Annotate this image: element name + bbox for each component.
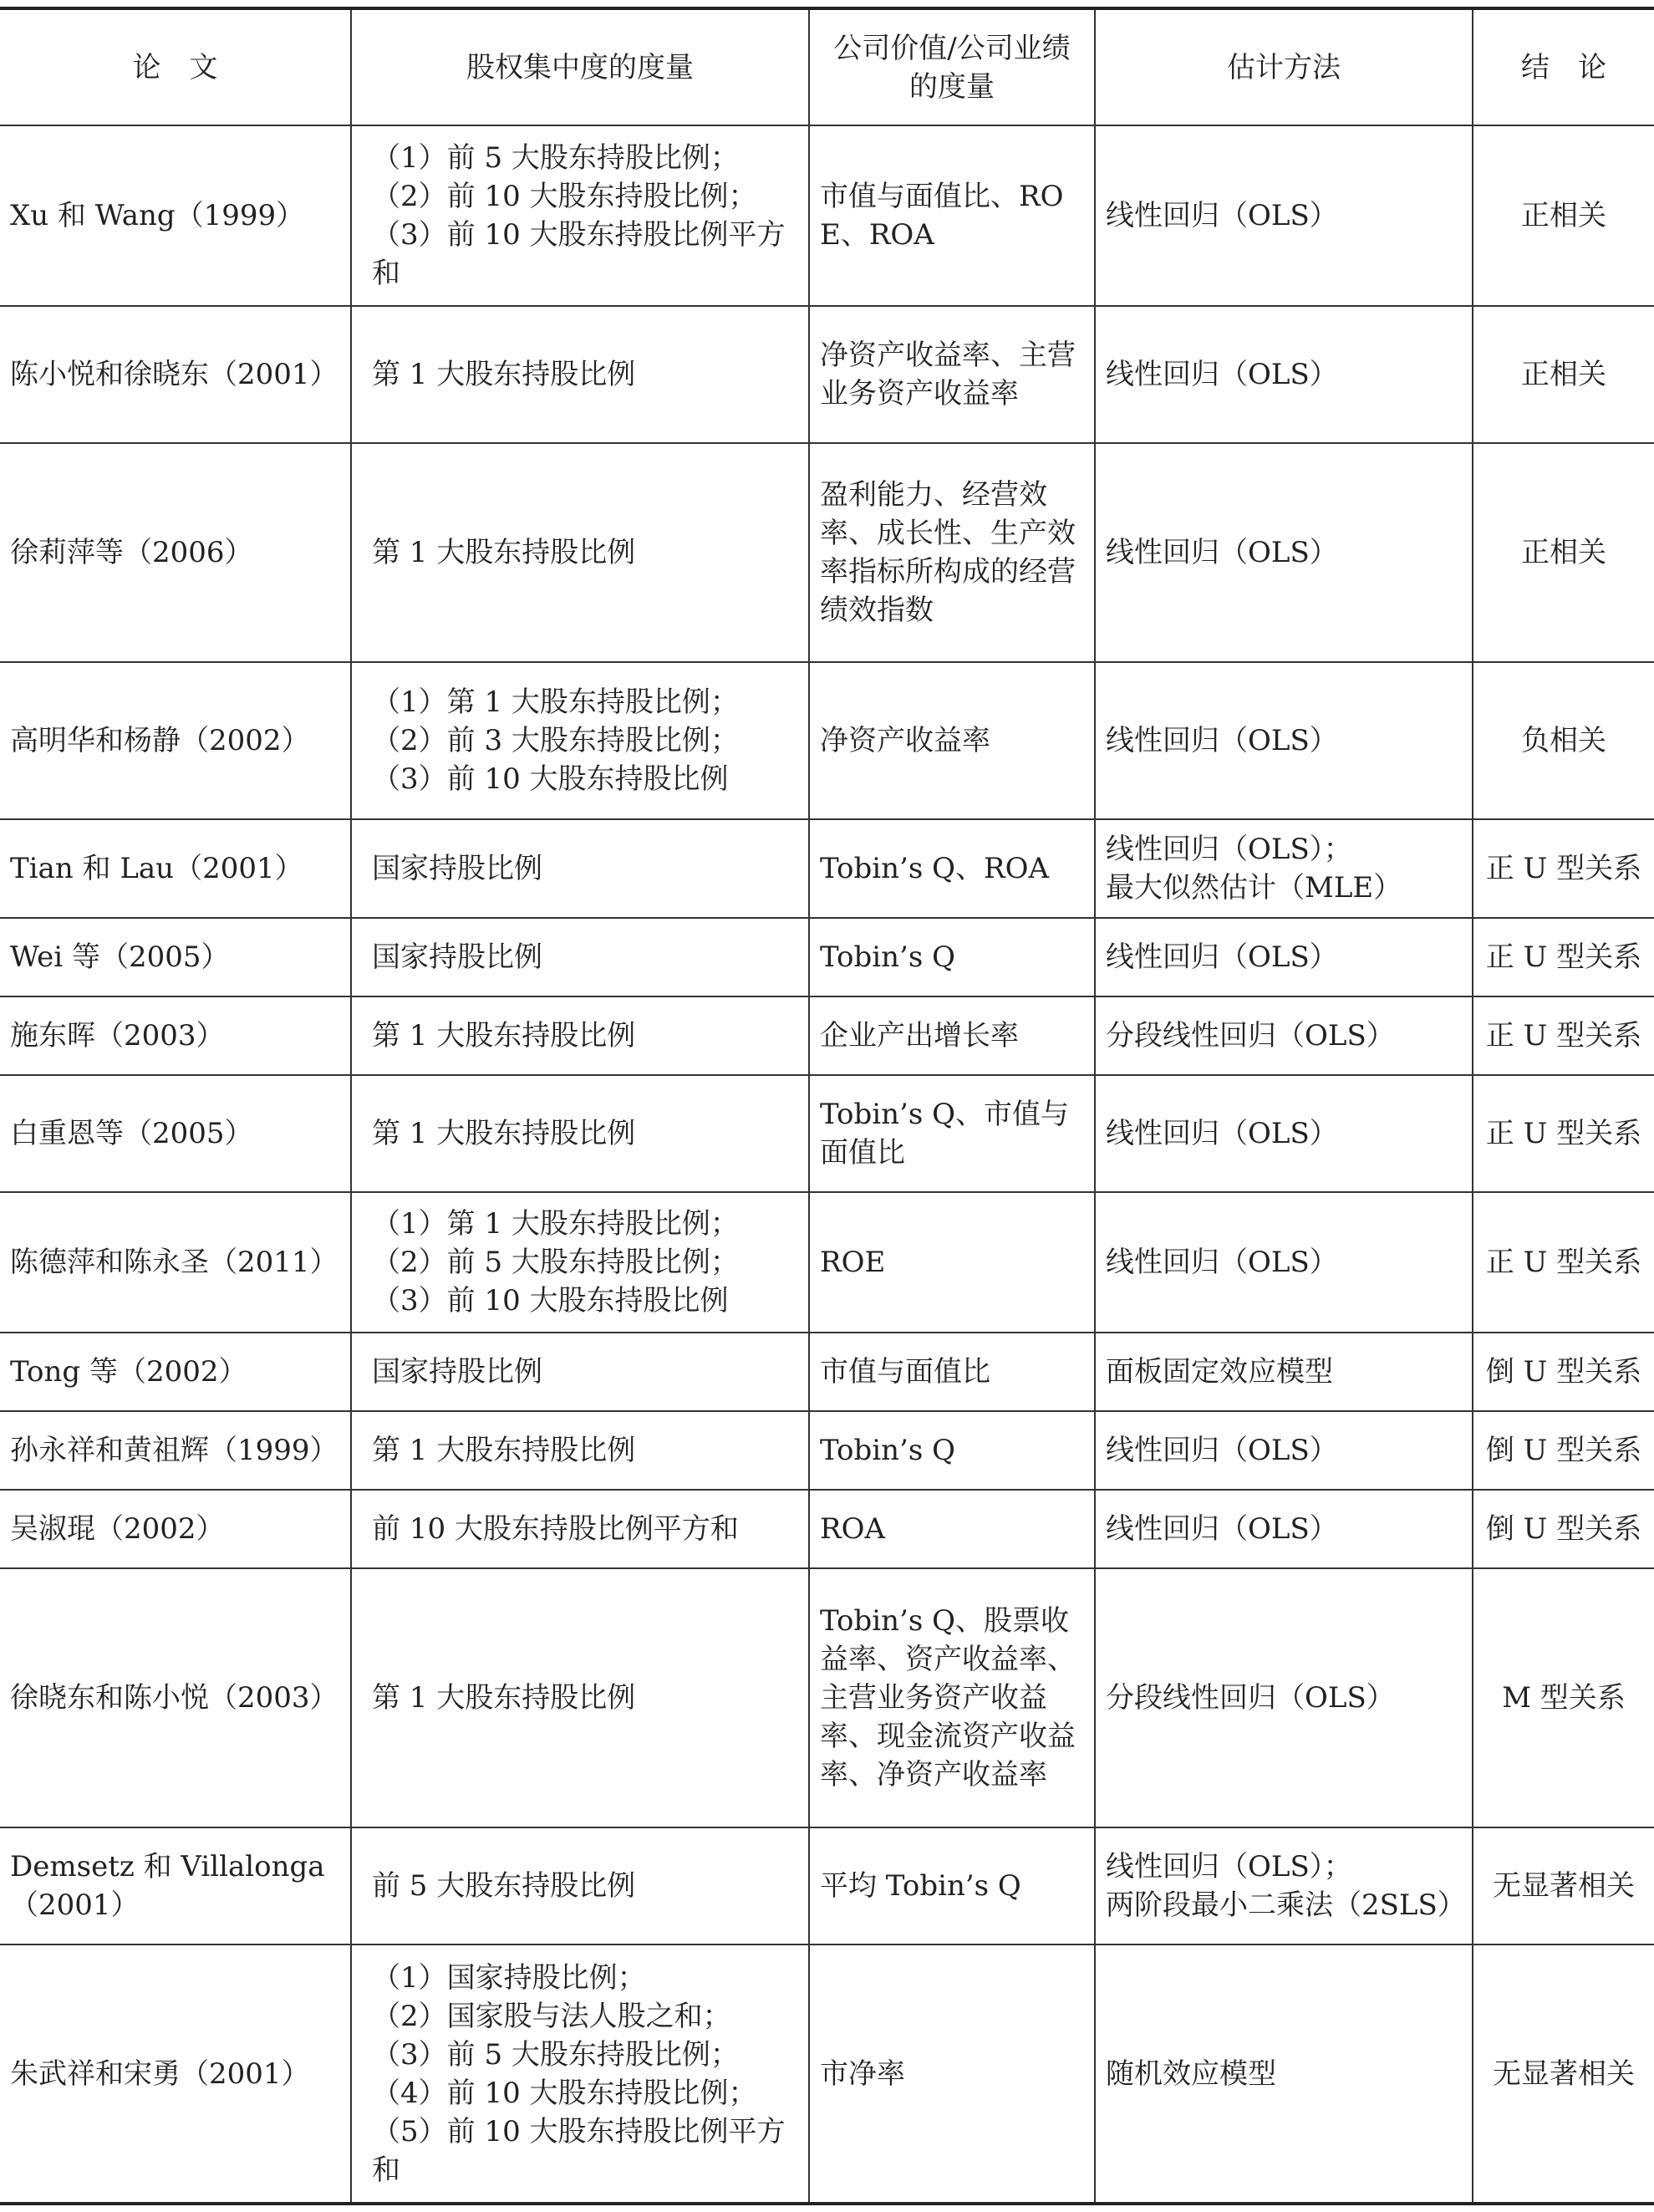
cell-method [1095, 1411, 1473, 1490]
cell-paper: 孙永祥和黄祖辉（1999） [0, 1411, 351, 1490]
method-line: 面板固定效应模型 [1106, 1355, 1333, 1389]
cell-value-measure: Tobin’s Q [809, 1411, 1095, 1490]
measure-line: （1）国家持股比例； [372, 1960, 646, 1995]
cell-value-measure: Tobin’s Q、股票收益率、资产收益率、主营业务资产收益率、现金流资产收益率、净资产收益率 [809, 1568, 1095, 1827]
cell-method [1095, 1333, 1473, 1411]
table-row [0, 1944, 1654, 2204]
measure-line: 第 1 大股东持股比例 [372, 1117, 636, 1150]
cell-method [1095, 1827, 1473, 1944]
cell-method [1095, 1075, 1473, 1192]
cell-method [1095, 1490, 1473, 1568]
measure-line: 国家持股比例 [372, 940, 542, 974]
table-row [0, 1827, 1654, 1944]
cell-conclusion: 正相关 [1473, 125, 1654, 306]
cell-value-measure: 净资产收益率 [809, 662, 1095, 819]
cell-paper: 陈小悦和徐晓东（2001） [0, 306, 351, 443]
cell-method [1095, 1568, 1473, 1827]
measure-line: （2）前 10 大股东持股比例； [372, 180, 757, 213]
cell-value-measure: Tobin’s Q、ROA [809, 819, 1095, 918]
measure-line: 国家持股比例 [372, 1355, 542, 1389]
cell-ownership-measure [351, 996, 809, 1075]
cell-conclusion: 无显著相关 [1473, 1827, 1654, 1944]
cell-value-measure: ROE [809, 1192, 1095, 1333]
cell-ownership-measure [351, 443, 809, 662]
cell-ownership-measure [351, 1944, 809, 2204]
table-row [0, 1192, 1654, 1333]
cell-conclusion: M 型关系 [1473, 1568, 1654, 1827]
cell-value-measure: 盈利能力、经营效率、成长性、生产效率指标所构成的经营绩效指数 [809, 443, 1095, 662]
cell-paper: 施东晖（2003） [0, 996, 351, 1075]
cell-method [1095, 125, 1473, 306]
measure-line: 第 1 大股东持股比例 [372, 1681, 636, 1715]
method-line: 随机效应模型 [1106, 2057, 1276, 2091]
cell-value-measure: 市值与面值比 [809, 1333, 1095, 1411]
cell-paper: Tian 和 Lau（2001） [0, 819, 351, 918]
method-line: 线性回归（OLS） [1106, 358, 1338, 391]
measure-line: 前 5 大股东持股比例 [372, 1869, 636, 1903]
cell-method [1095, 819, 1473, 918]
cell-method [1095, 1192, 1473, 1333]
header-conclusion: 结 论 [1473, 8, 1654, 125]
cell-value-measure: ROA [809, 1490, 1095, 1568]
header-method: 估计方法 [1095, 8, 1473, 125]
header-row [0, 8, 1654, 125]
cell-value-measure: 平均 Tobin’s Q [809, 1827, 1095, 1944]
cell-conclusion: 正相关 [1473, 306, 1654, 443]
cell-ownership-measure [351, 306, 809, 443]
cell-ownership-measure [351, 1827, 809, 1944]
cell-ownership-measure [351, 1490, 809, 1568]
table-row [0, 918, 1654, 996]
cell-paper: Tong 等（2002） [0, 1333, 351, 1411]
cell-method [1095, 662, 1473, 819]
cell-conclusion: 倒 U 型关系 [1473, 1490, 1654, 1568]
cell-method [1095, 443, 1473, 662]
method-line: 两阶段最小二乘法（2SLS） [1106, 1888, 1466, 1922]
literature-table [0, 7, 1654, 2205]
table-row [0, 1333, 1654, 1411]
cell-conclusion: 正相关 [1473, 443, 1654, 662]
measure-line: 第 1 大股东持股比例 [372, 1434, 636, 1467]
cell-ownership-measure [351, 1192, 809, 1333]
measure-line: （1）前 5 大股东持股比例； [372, 141, 739, 175]
cell-ownership-measure [351, 125, 809, 306]
header-ownership-measure: 股权集中度的度量 [351, 8, 809, 125]
table-row [0, 1490, 1654, 1568]
cell-conclusion: 正 U 型关系 [1473, 996, 1654, 1075]
table-row [0, 1411, 1654, 1490]
table-row [0, 996, 1654, 1075]
cell-ownership-measure [351, 662, 809, 819]
method-line: 线性回归（OLS）； [1106, 1850, 1352, 1883]
cell-ownership-measure [351, 1568, 809, 1827]
cell-paper: 吴淑琨（2002） [0, 1490, 351, 1568]
table-row [0, 1075, 1654, 1192]
measure-line: （4）前 10 大股东持股比例； [372, 2076, 757, 2110]
cell-value-measure: Tobin’s Q [809, 918, 1095, 996]
table-row [0, 306, 1654, 443]
cell-paper: 白重恩等（2005） [0, 1075, 351, 1192]
cell-method [1095, 1944, 1473, 2204]
cell-paper: 高明华和杨静（2002） [0, 662, 351, 819]
cell-value-measure: 净资产收益率、主营业务资产收益率 [809, 306, 1095, 443]
header-value-measure: 公司价值/公司业绩的度量 [809, 8, 1095, 125]
measure-line: （3）前 10 大股东持股比例 [372, 762, 729, 796]
measure-line: （1）第 1 大股东持股比例； [372, 686, 739, 719]
cell-ownership-measure [351, 918, 809, 996]
cell-ownership-measure [351, 1075, 809, 1192]
method-line: 分段线性回归（OLS） [1106, 1019, 1395, 1052]
method-line: 线性回归（OLS） [1106, 199, 1338, 232]
measure-line: 第 1 大股东持股比例 [372, 1019, 636, 1052]
measure-line: （2）国家股与法人股之和； [372, 1999, 731, 2033]
measure-line: （2）前 3 大股东持股比例； [372, 724, 739, 757]
table-row [0, 443, 1654, 662]
measure-line: （2）前 5 大股东持股比例； [372, 1246, 739, 1279]
cell-ownership-measure [351, 819, 809, 918]
cell-method [1095, 918, 1473, 996]
cell-ownership-measure [351, 1411, 809, 1490]
table-row [0, 125, 1654, 306]
method-line: 线性回归（OLS） [1106, 1434, 1338, 1467]
cell-paper: 陈德萍和陈永圣（2011） [0, 1192, 351, 1333]
method-line: 线性回归（OLS）； [1106, 833, 1352, 866]
measure-line: 国家持股比例 [372, 852, 542, 885]
cell-method [1095, 996, 1473, 1075]
method-line: 最大似然估计（MLE） [1106, 871, 1402, 905]
cell-conclusion: 负相关 [1473, 662, 1654, 819]
measure-line: 第 1 大股东持股比例 [372, 358, 636, 391]
method-line: 线性回归（OLS） [1106, 536, 1338, 569]
measure-line: 第 1 大股东持股比例 [372, 536, 636, 569]
table-body [0, 125, 1654, 2204]
cell-paper: Demsetz 和 Villalonga（2001） [0, 1827, 351, 1944]
cell-paper: 徐晓东和陈小悦（2003） [0, 1568, 351, 1827]
cell-ownership-measure [351, 1333, 809, 1411]
measure-line: （3）前 10 大股东持股比例平方和 [372, 218, 786, 290]
cell-value-measure: 市净率 [809, 1944, 1095, 2204]
cell-paper: 朱武祥和宋勇（2001） [0, 1944, 351, 2204]
cell-conclusion: 倒 U 型关系 [1473, 1411, 1654, 1490]
method-line: 线性回归（OLS） [1106, 1117, 1338, 1150]
cell-value-measure: Tobin’s Q、市值与面值比 [809, 1075, 1095, 1192]
method-line: 线性回归（OLS） [1106, 940, 1338, 974]
table-row [0, 819, 1654, 918]
cell-paper: Wei 等（2005） [0, 918, 351, 996]
cell-value-measure: 企业产出增长率 [809, 996, 1095, 1075]
measure-line: （3）前 10 大股东持股比例 [372, 1284, 729, 1318]
table-row [0, 1568, 1654, 1827]
cell-conclusion: 正 U 型关系 [1473, 918, 1654, 996]
measure-line: （1）第 1 大股东持股比例； [372, 1207, 739, 1241]
cell-method [1095, 306, 1473, 443]
cell-conclusion: 正 U 型关系 [1473, 819, 1654, 918]
cell-conclusion: 正 U 型关系 [1473, 1075, 1654, 1192]
method-line: 线性回归（OLS） [1106, 1512, 1338, 1546]
table-row [0, 662, 1654, 819]
measure-line: （3）前 5 大股东持股比例； [372, 2037, 739, 2072]
method-line: 分段线性回归（OLS） [1106, 1681, 1395, 1715]
cell-conclusion: 正 U 型关系 [1473, 1192, 1654, 1333]
cell-paper: Xu 和 Wang（1999） [0, 125, 351, 306]
header-paper: 论 文 [0, 8, 351, 125]
cell-value-measure: 市值与面值比、ROE、ROA [809, 125, 1095, 306]
measure-line: 前 10 大股东持股比例平方和 [372, 1512, 739, 1546]
cell-conclusion: 倒 U 型关系 [1473, 1333, 1654, 1411]
cell-conclusion: 无显著相关 [1473, 1944, 1654, 2204]
measure-line: （5）前 10 大股东持股比例平方和 [372, 2114, 786, 2187]
method-line: 线性回归（OLS） [1106, 724, 1338, 757]
cell-paper: 徐莉萍等（2006） [0, 443, 351, 662]
method-line: 线性回归（OLS） [1106, 1246, 1338, 1279]
